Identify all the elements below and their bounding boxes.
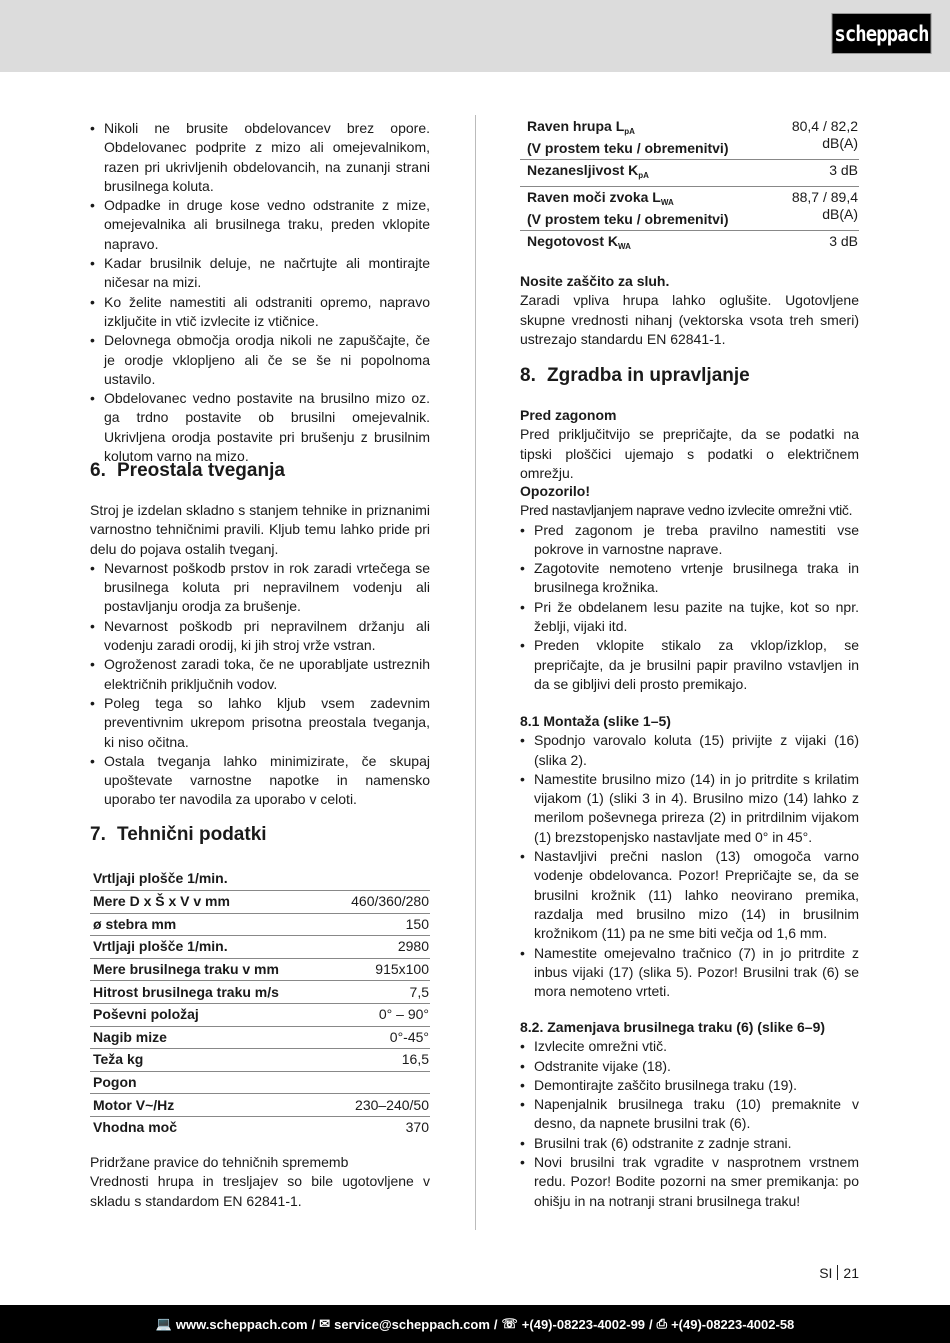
list-item: • Namestite omejevalno tračnico (7) in jo pritrdite z inbus vijaki (17) (slika 5). Pozor! Brusilni trak (6) se mora nemoteno vrteti. <box>520 944 859 1002</box>
section-6-intro: Stroj je izdelan skladno s stanjem tehnike in priznanimi varnostno tehničnimi pravili. Kljub temu lahko pride pri delu do pojava ostalih tveganj. <box>90 502 430 557</box>
column-divider <box>475 115 476 1230</box>
tech-notes <box>90 1153 430 1211</box>
list-item: • Pri že obdelanem lesu pazite na tujke, kot so npr. žeblji, vijaki itd. <box>520 598 859 637</box>
table-row: Vrtljaji plošče 1/min. <box>93 870 228 887</box>
table-row: Pogon <box>90 1071 430 1094</box>
section-8-2 <box>520 1018 859 1211</box>
list-item: • Poleg tega so lahko kljub vsem zadevnim preventivnim ukrepom prisotna preostala tveganja, ki niso očitna. <box>90 694 430 752</box>
list-item: • Preden vklopite stikalo za vklop/izklop, se prepričajte, da je brusilni papir pravilno vstavljen in da se gibljivi deli prosto premikajo. <box>520 636 859 694</box>
pre-start <box>520 406 859 483</box>
noise-table <box>520 116 859 257</box>
website-link[interactable]: www.scheppach.com <box>175 1316 308 1332</box>
list-item: • Izvlecite omrežni vtič. <box>520 1037 859 1056</box>
safety-list <box>90 119 430 466</box>
table-row: Poševni položaj 0° – 90° <box>90 1004 430 1027</box>
tech-data-table <box>90 868 430 1139</box>
table-row: Mere brusilnega traku v mm 915x100 <box>90 958 430 981</box>
table-row: ø stebra mm 150 <box>90 913 430 936</box>
list-item: • Nikoli ne brusite obdelovancev brez opore. Obdelovanec podprite z mizo ali omejevalnikom, razen pri ukrivljenih obdelovancih, na zunanji strani brusilnega koluta. <box>90 119 430 196</box>
list-item: • Odpadke in druge kose vedno odstranite z mize, omejevalnika ali brusilnega traku, preden vklopite napravo. <box>90 196 430 254</box>
table-row: Vrtljaji plošče 1/min. 2980 <box>90 936 430 959</box>
page-number: SI 21 <box>819 1265 859 1281</box>
table-row: Teža kg 16,5 <box>90 1049 430 1072</box>
list-item: • Ostala tveganja lahko minimizirate, če skupaj upoštevate varnostne napotke in namensko uporabo ter navodila za uporabo v celoti. <box>90 752 430 810</box>
warning-list <box>520 521 859 695</box>
table-row: Hitrost brusilnega traku m/s 7,5 <box>90 981 430 1004</box>
table-row: Nagib mize 0°-45° <box>90 1026 430 1049</box>
table-row: Vhodna moč 370 <box>90 1117 430 1140</box>
table-row: Nezanesljivost $K_{pA}$ 3 dB <box>520 160 859 187</box>
list-item: • Nevarnost poškodb prstov in rok zaradi vrtečega se brusilnega koluta pri nepravilnem vodenju ali postavljanju orodja za brušenje. <box>90 559 430 617</box>
list-item: • Obdelovanec vedno postavite na brusilno mizo oz. ga trdno postavite ob brusilni omejevalnik. Ukrivljena orodja postavite pri brušenju z brusilnim kolutom varno na mizo. <box>90 389 430 466</box>
list-item: • Ko želite namestiti ali odstraniti opremo, napravo izključite in vtič izvlecite iz vtičnice. <box>90 293 430 332</box>
hearing-text: Zaradi vpliva hrupa lahko oglušite. Ugotovljene skupne vrednosti nihanj (vektorska vsota treh smeri) ustrezajo standardu EN 62841-1. <box>520 292 859 347</box>
list-item: • Demontirajte zaščito brusilnega traku (19). <box>520 1076 859 1095</box>
warning-title: Opozorilo! <box>520 483 590 499</box>
pre-start-text: Pred priključitvijo se prepričajte, da se podatki na tipski ploščici ujemajo s podatki o električnem omrežju. <box>520 426 859 481</box>
page-header <box>0 0 950 72</box>
section-6-heading: 6. Preostala tveganja <box>90 460 285 481</box>
section-8-1-title: 8.1 Montaža (slike 1–5) <box>520 713 671 729</box>
phone-icon: ☏ <box>501 1316 518 1331</box>
section-6-body <box>90 501 430 810</box>
section-8-2-title: 8.2. Zamenjava brusilnega traku (6) (slike 6–9) <box>520 1019 826 1035</box>
list-item: • Brusilni trak (6) odstranite z zadnje strani. <box>520 1134 859 1153</box>
list-item: • Zagotovite nemoteno vrtenje brusilnega traka in brusilnega krožnika. <box>520 559 859 598</box>
page-footer: 💻 www.scheppach.com / ✉ service@scheppach.com / ☏ +(49)-08223-4002-99 / ⎙ +(49)-08223-4002-58 <box>0 1305 950 1343</box>
list-item: • Napenjalnik brusilnega traku (10) premaknite v desno, da napnete brusilni trak (6). <box>520 1095 859 1134</box>
note: Pridržane pravice do tehničnih sprememb <box>90 1154 349 1170</box>
list-item: • Ogroženost zaradi toka, če ne uporabljate ustreznih električnih priključnih vodov. <box>90 655 430 694</box>
table-row: Mere D x Š x V v mm 460/360/280 <box>90 891 430 914</box>
pre-start-title: Pred zagonom <box>520 407 617 423</box>
list-item: • Nevarnost poškodb pri nepravilnem držanju ali vodenju zaradi orodij, ki jih stroj vrže vstran. <box>90 617 430 656</box>
list-item: • Delovnega območja orodja nikoli ne zapuščajte, če je orodje vklopljeno ali če se še ni popolnoma ustavilo. <box>90 331 430 389</box>
section-8-heading: 8. Zgradba in upravljanje <box>520 365 750 386</box>
hearing-title: Nosite zaščito za sluh. <box>520 273 670 289</box>
email-link[interactable]: service@scheppach.com <box>334 1316 490 1332</box>
table-row: Raven moči zvoka $L_{WA}$ (V prostem teku / obremenitvi) 88,7 / 89,4 dB(A) <box>520 187 859 231</box>
mail-icon: ✉ <box>319 1316 331 1331</box>
table-row: Negotovost $K_{WA}$ 3 dB <box>520 231 859 258</box>
section-7-heading: 7. Tehnični podatki <box>90 824 267 845</box>
section-8-1 <box>520 712 859 1001</box>
table-row: Motor V~/Hz 230–240/50 <box>90 1094 430 1117</box>
warning <box>520 482 859 694</box>
computer-icon: 💻 <box>155 1316 172 1331</box>
phone-number: +(49)-08223-4002-99 <box>521 1316 646 1332</box>
scheppach-logo: scheppach <box>832 13 932 54</box>
table-row: Raven hrupa $L_{pA}$ (V prostem teku / obremenitvi) 80,4 / 82,2 dB(A) <box>527 118 858 156</box>
belt-replacement-list <box>520 1037 859 1211</box>
list-item: • Spodnjo varovalo koluta (15) privijte z vijaki (16) (slika 2). <box>520 731 859 770</box>
risk-list <box>90 559 430 810</box>
list-item: • Odstranite vijake (18). <box>520 1057 859 1076</box>
list-item: • Namestite brusilno mizo (14) in jo pritrdite s krilatim vijakom (1) (sliki 3 in 4). Brusilno mizo (14) lahko z merilom poševnega prireza (2) in pritrdilnim vijakom (1) brezstopenjsko nastavljate med 0° in 45°. <box>520 770 859 847</box>
page-separator <box>837 1265 838 1280</box>
list-item: • Nastavljivi prečni naslon (13) omogoča varno vodenje obdelovanca. Pozor! Prepričajte se, da se brusilni krožnik (11) lahko neovirano premika, razdalja med brusilno mizo (14) in brusilnim krožnikom (11) pa ne sme biti večja od 1,6 mm. <box>520 847 859 943</box>
list-item: • Novi brusilni trak vgradite v nasprotnem vrstnem redu. Pozor! Bodite pozorni na smer premikanja: po ohišju in na notranji strani brusilnega traku! <box>520 1153 859 1211</box>
warning-text: Pred nastavljanjem naprave vedno izvlecite omrežni vtič. <box>520 502 853 519</box>
note: Vrednosti hrupa in tresljajev so bile ugotovljene v skladu s standardom EN 62841-1. <box>90 1173 430 1209</box>
assembly-list <box>520 731 859 1001</box>
list-item: • Kadar brusilnik deluje, ne načrtujte ali montirajte ničesar na mizi. <box>90 254 430 293</box>
list-item: • Pred zagonom je treba pravilno namestiti vse pokrove in varnostne naprave. <box>520 521 859 560</box>
hearing-protection <box>520 272 859 349</box>
fax-icon: ⎙ <box>656 1316 668 1331</box>
fax-number: +(49)-08223-4002-58 <box>671 1316 795 1332</box>
